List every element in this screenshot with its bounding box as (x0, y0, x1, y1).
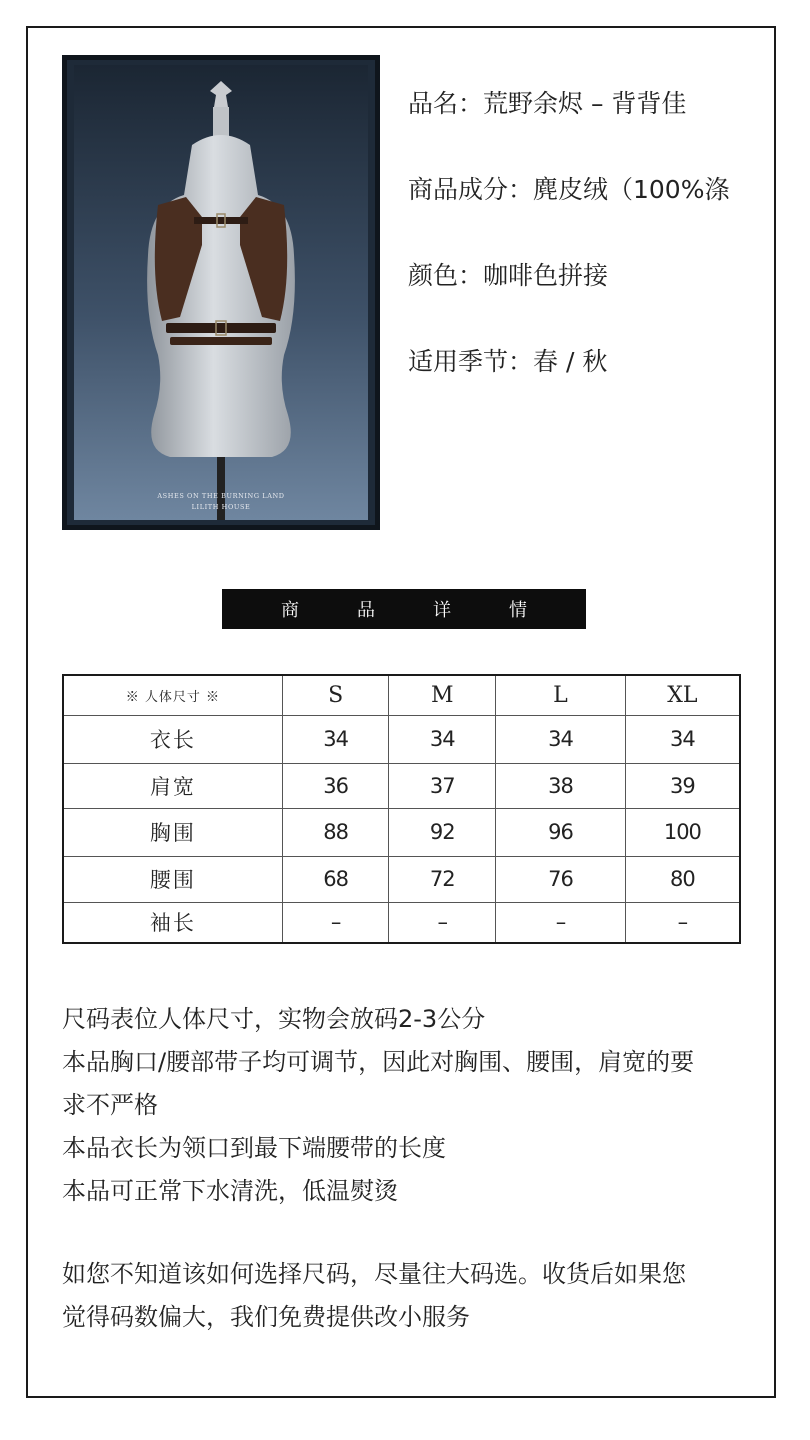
mannequin-illustration (62, 55, 380, 530)
size-header: S (282, 675, 389, 715)
photo-caption-line2: LILITH HOUSE (191, 503, 251, 511)
table-cell: 36 (282, 763, 389, 808)
table-cell: 80 (625, 856, 740, 902)
table-cell: 34 (496, 715, 626, 763)
header-label: ※ 人体尺寸 ※ (63, 675, 282, 715)
banner-char: 详 (433, 600, 451, 621)
table-cell: 38 (496, 763, 626, 808)
note-line: 本品胸口/腰部带子均可调节，因此对胸围、腰围，肩宽的要 (62, 1048, 695, 1076)
row-label: 肩宽 (63, 763, 282, 808)
table-cell: 76 (496, 856, 626, 902)
note-line: 求不严格 (62, 1091, 158, 1119)
table-cell: 100 (625, 808, 740, 856)
table-cell: 88 (282, 808, 389, 856)
table-cell: 39 (625, 763, 740, 808)
table-cell: 92 (389, 808, 496, 856)
table-row (63, 808, 740, 856)
table-cell: – (625, 902, 740, 943)
closing-notes (62, 1253, 762, 1339)
size-header: L (496, 675, 626, 715)
table-cell: 68 (282, 856, 389, 902)
product-name: 品名：荒野余烬 – 背背佳 (408, 89, 687, 118)
size-table-header (63, 675, 740, 715)
product-color: 颜色：咖啡色拼接 (408, 261, 609, 290)
banner-char: 品 (357, 600, 375, 621)
note-line: 尺码表位人体尺寸，实物会放码2-3公分 (62, 1005, 486, 1033)
size-notes (62, 998, 762, 1213)
closing-line: 觉得码数偏大，我们免费提供改小服务 (62, 1303, 470, 1331)
table-cell: 34 (389, 715, 496, 763)
size-header: M (389, 675, 496, 715)
product-season: 适用季节：春 / 秋 (408, 347, 608, 376)
row-label: 袖长 (63, 902, 282, 943)
table-cell: 96 (496, 808, 626, 856)
table-cell: – (496, 902, 626, 943)
table-row (63, 715, 740, 763)
table-cell: 72 (389, 856, 496, 902)
closing-line: 如您不知道该如何选择尺码，尽量往大码选。收货后如果您 (62, 1260, 686, 1288)
row-label: 衣长 (63, 715, 282, 763)
row-label: 胸围 (63, 808, 282, 856)
banner-char: 情 (509, 600, 527, 621)
product-material: 商品成分：麂皮绒（100%涤 (408, 175, 730, 204)
product-photo (62, 55, 380, 530)
table-row (63, 763, 740, 808)
table-row (63, 902, 740, 943)
row-label: 腰围 (63, 856, 282, 902)
note-line: 本品可正常下水清洗，低温熨烫 (62, 1177, 398, 1205)
table-cell: – (282, 902, 389, 943)
table-row (63, 856, 740, 902)
table-cell: 34 (625, 715, 740, 763)
banner-char: 商 (281, 600, 299, 621)
size-header: XL (625, 675, 740, 715)
table-cell: 34 (282, 715, 389, 763)
photo-caption-line1: ASHES ON THE BURNING LAND (157, 492, 285, 500)
note-line: 本品衣长为领口到最下端腰带的长度 (62, 1134, 446, 1162)
size-table (62, 674, 741, 944)
table-cell: – (389, 902, 496, 943)
details-banner (222, 589, 586, 629)
table-cell: 37 (389, 763, 496, 808)
